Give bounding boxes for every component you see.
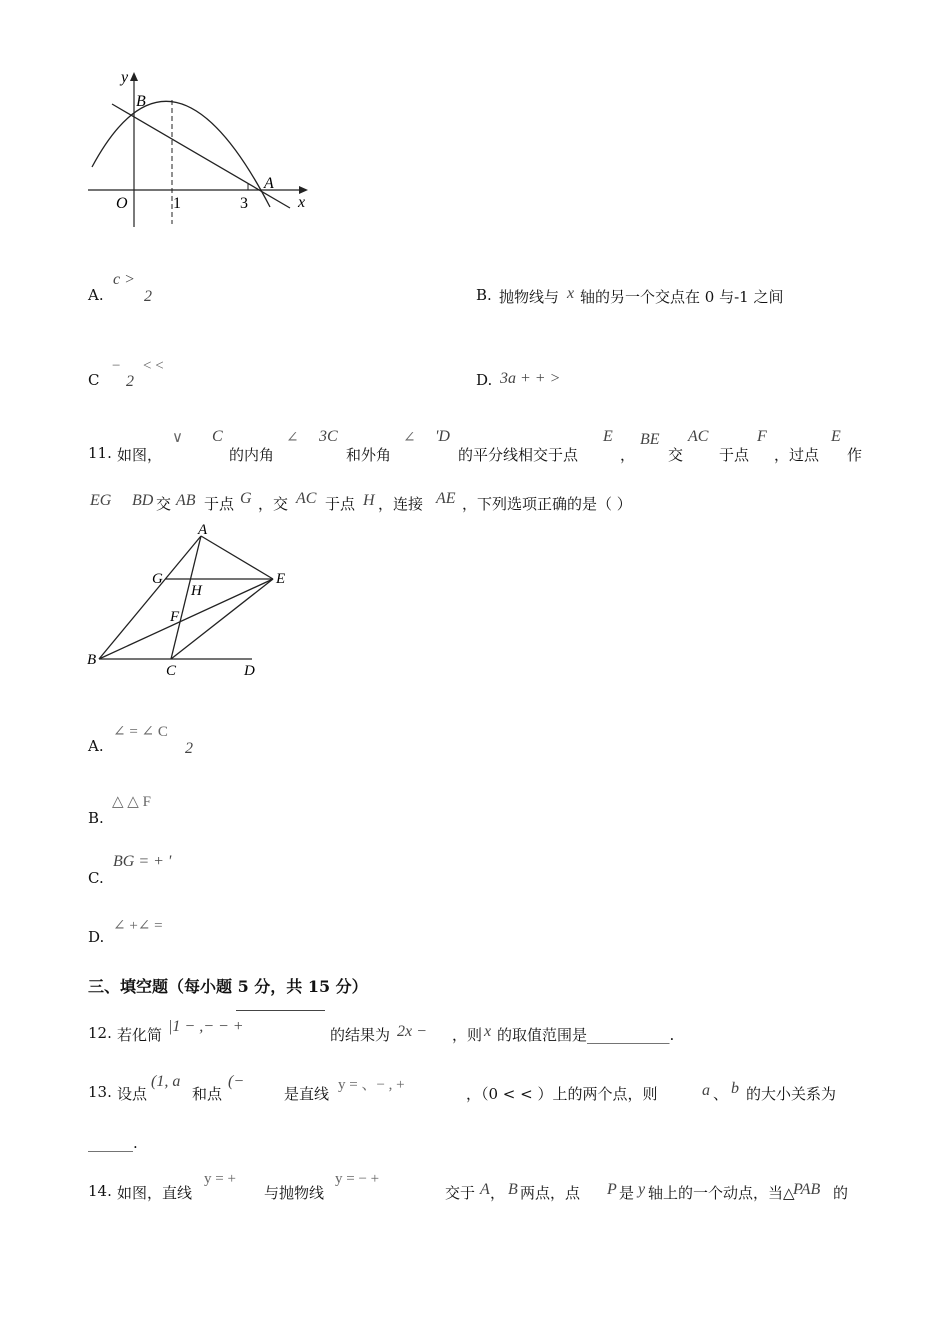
q10-option-d-label: D. <box>476 371 493 389</box>
point-g-label: G <box>152 571 163 587</box>
q11-l1-m4: 3C <box>319 428 338 445</box>
y-label: y <box>121 69 129 86</box>
q11-l1-m11: E <box>831 428 841 445</box>
q12-t1: 若化简 <box>117 1026 163 1044</box>
q11-l1-m1: ∨ <box>172 430 183 446</box>
q11-l1-t7: 于点 <box>719 446 750 464</box>
x-label: x <box>298 194 306 211</box>
point-h-label: H <box>191 583 202 599</box>
q11-l1-m5: ∠ <box>403 430 416 446</box>
q12-t4: 的取值范围是___________. <box>497 1026 675 1044</box>
q13-t6: 的大小关系为 <box>746 1085 837 1103</box>
q14-m4: B <box>508 1181 518 1198</box>
q10-option-b-text1: 抛物线与 <box>499 288 560 306</box>
q14-m7: PAB <box>793 1181 821 1198</box>
q11-option-a-frac: 2 <box>185 740 193 757</box>
q11-l1-t9: 作 <box>847 446 863 464</box>
q12-m1: |1 − ,− − + <box>168 1018 244 1035</box>
q10-option-d-math: 3a + + > <box>500 370 561 387</box>
triangle-figure <box>80 518 310 683</box>
q11-l1-m8: BE <box>640 431 660 448</box>
q11-number: 11. <box>88 444 112 462</box>
q13-number: 13. <box>88 1083 112 1101</box>
q13-m3: y = 、− , + <box>338 1077 405 1093</box>
q14-t4: ， <box>490 1184 506 1202</box>
q10-option-a-label: A. <box>88 286 104 304</box>
q11-l1-m9: AC <box>688 428 709 445</box>
q11-l2-t3: ，交 <box>258 495 289 513</box>
q11-l1-t2: 的内角 <box>229 446 275 464</box>
q11-l1-t8: ，过点 <box>774 446 820 464</box>
q10-option-a-math: c > <box>113 271 135 288</box>
q11-l1-t4: 的平分线相交于点 <box>458 446 579 464</box>
q11-l1-m10: F <box>757 428 767 445</box>
q11-l2-m4: G <box>240 490 252 507</box>
q13-t1: 设点 <box>117 1085 148 1103</box>
q10-option-c-label: C <box>88 371 100 389</box>
point-c-label: C <box>166 663 177 679</box>
x-axis-arrow <box>299 186 308 194</box>
q11-l1-t3: 和外角 <box>346 446 392 464</box>
tick-3-label: 3 <box>240 195 248 212</box>
q11-l1-m6: 'D <box>435 428 450 445</box>
q11-option-c-math: BG = + ' <box>113 853 172 870</box>
q14-t8: 的 <box>833 1184 849 1202</box>
q11-l1-t1: 如图， <box>117 446 163 464</box>
q13-blank: ______. <box>88 1134 138 1152</box>
point-e-label: E <box>276 571 286 587</box>
q12-t2: 的结果为 <box>330 1026 391 1044</box>
q13-m4: a <box>702 1082 710 1099</box>
q11-l1-m7: E <box>603 428 613 445</box>
q13-m1: (1, a <box>151 1073 181 1090</box>
tick-1-label: 1 <box>173 195 181 212</box>
q11-l2-m2: BD <box>132 492 154 509</box>
q14-t2: 与抛物线 <box>264 1184 325 1202</box>
segment-ae <box>201 536 273 579</box>
q12-number: 12. <box>88 1024 112 1042</box>
q10-option-b-var: x <box>567 285 575 302</box>
q14-m3: A <box>480 1181 490 1198</box>
origin-label: O <box>116 195 128 212</box>
q13-t2: 和点 <box>192 1085 223 1103</box>
point-d-label: D <box>244 663 255 679</box>
q14-t3: 交于 <box>445 1184 476 1202</box>
point-f-label: F <box>170 609 180 625</box>
q11-l2-m3: AB <box>176 492 196 509</box>
q13-t4: ，（0 < < ）上的两个点，则 <box>466 1085 658 1103</box>
parabola-curve <box>92 101 270 207</box>
point-a-label: A <box>264 175 274 192</box>
q11-option-a-math: ∠ = ∠ C <box>113 724 168 740</box>
q12-t3: ，则 <box>452 1026 483 1044</box>
q10-option-b-label: B. <box>476 286 492 304</box>
q11-l2-t2: 于点 <box>204 495 235 513</box>
y-axis-arrow <box>130 72 138 81</box>
q10-option-b-text2: 轴的另一个交点在 0 与-1 之间 <box>580 288 784 306</box>
q13-t3: 是直线 <box>284 1085 330 1103</box>
q10-option-c-rest: < < <box>143 358 164 374</box>
q14-t5: 两点，点 <box>520 1184 581 1202</box>
q11-option-b-math: △ △ F <box>112 794 151 810</box>
q12-m3: x <box>484 1023 492 1040</box>
q11-l2-m5: AC <box>296 490 317 507</box>
q10-option-c-frac: 2 <box>126 373 134 390</box>
q11-option-b-label: B. <box>88 809 104 827</box>
q11-l2-m1: EG <box>90 492 112 509</box>
q10-option-a-frac: 2 <box>144 288 152 305</box>
q14-m5: P <box>607 1181 617 1198</box>
q13-m5: b <box>731 1080 739 1097</box>
q10-option-c-math: − <box>112 358 121 374</box>
q12-m2: 2x − <box>397 1023 427 1040</box>
q11-option-d-label: D. <box>88 928 105 946</box>
q11-l2-t1: 交 <box>156 495 172 513</box>
point-b-label: B <box>87 652 97 668</box>
q12-radical-bar <box>236 1010 325 1011</box>
point-b-label: B <box>136 93 146 110</box>
q11-l1-t6: 交 <box>668 446 684 464</box>
q11-l2-m7: AE <box>436 490 456 507</box>
q11-l1-t5: ， <box>620 446 636 464</box>
q11-l2-t5: ，连接 <box>378 495 424 513</box>
q14-number: 14. <box>88 1182 112 1200</box>
q11-option-a-label: A. <box>88 737 104 755</box>
parabola-graph <box>80 62 330 237</box>
q14-t1: 如图，直线 <box>117 1184 193 1202</box>
q14-m6: y <box>638 1181 646 1198</box>
q14-t6: 是 <box>619 1184 635 1202</box>
q11-l1-m3: ∠ <box>286 430 299 446</box>
section3-title: 三、填空题（每小题 5 分，共 15 分） <box>88 977 368 996</box>
q11-l1-m2: C <box>212 428 223 445</box>
q11-l2-t6: ，下列选项正确的是（ ） <box>462 495 632 513</box>
line-ba <box>112 104 290 208</box>
q13-t5: 、 <box>713 1085 729 1103</box>
q11-l2-m6: H <box>363 492 375 509</box>
q11-option-d-math: ∠ +∠ = <box>113 918 163 934</box>
q11-l2-t4: 于点 <box>325 495 356 513</box>
q14-t7: 轴上的一个动点，当△ <box>648 1184 795 1202</box>
q11-option-c-label: C. <box>88 869 104 887</box>
q14-m2: y = − + <box>335 1171 380 1187</box>
point-a-label: A <box>198 522 208 538</box>
q13-m2: (− <box>228 1073 245 1090</box>
q14-m1: y = + <box>204 1171 236 1187</box>
